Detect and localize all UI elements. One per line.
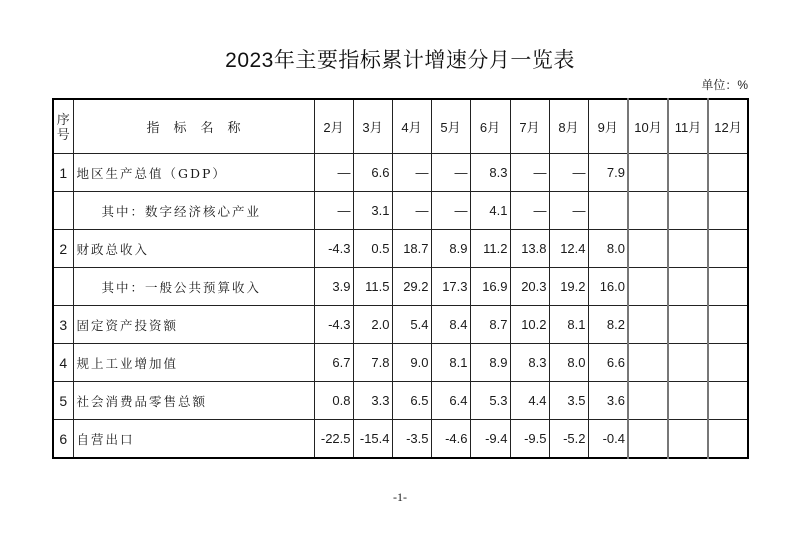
row-value-cell: 9.0 [392, 344, 431, 382]
row-value-cell: 8.3 [510, 344, 549, 382]
row-indicator-name: 其中：数字经济核心产业 [73, 192, 314, 230]
row-value-cell [708, 306, 748, 344]
row-value-cell: 6.5 [392, 382, 431, 420]
row-value-cell: 8.1 [431, 344, 470, 382]
header-month: 4月 [392, 99, 431, 154]
row-value-cell: 11.5 [353, 268, 392, 306]
row-value-cell: 8.7 [470, 306, 510, 344]
row-value-cell: 6.6 [353, 154, 392, 192]
row-value-cell: 8.2 [588, 306, 628, 344]
row-value-cell [628, 382, 668, 420]
row-value-cell [668, 420, 708, 459]
row-value-cell: 7.9 [588, 154, 628, 192]
row-seq: 5 [53, 382, 73, 420]
row-value-cell: -4.6 [431, 420, 470, 459]
row-value-cell [668, 268, 708, 306]
header-month: 8月 [549, 99, 588, 154]
row-value-cell [708, 344, 748, 382]
row-value-cell: — [392, 192, 431, 230]
document-title: 2023年主要指标累计增速分月一览表 [225, 49, 575, 72]
row-value-cell: 8.3 [470, 154, 510, 192]
table-row [53, 230, 748, 268]
row-indicator-name: 地区生产总值（GDP） [73, 154, 314, 192]
row-value-cell: — [431, 192, 470, 230]
row-value-cell: 3.9 [314, 268, 353, 306]
header-month: 10月 [628, 99, 668, 154]
header-month: 2月 [314, 99, 353, 154]
row-value-cell: 8.0 [588, 230, 628, 268]
row-value-cell: 13.8 [510, 230, 549, 268]
header-month: 5月 [431, 99, 470, 154]
row-value-cell: -9.4 [470, 420, 510, 459]
row-value-cell: 8.0 [549, 344, 588, 382]
row-seq: 3 [53, 306, 73, 344]
row-indicator-name: 规上工业增加值 [73, 344, 314, 382]
header-seq: 序号 [53, 99, 73, 154]
row-value-cell: -9.5 [510, 420, 549, 459]
row-indicator-name: 固定资产投资额 [73, 306, 314, 344]
row-value-cell: 6.6 [588, 344, 628, 382]
row-value-cell: 12.4 [549, 230, 588, 268]
header-name: 指标名称 [73, 99, 314, 154]
indicator-table [52, 98, 749, 459]
row-value-cell: 3.1 [353, 192, 392, 230]
table-row [53, 268, 748, 306]
row-seq: 4 [53, 344, 73, 382]
header-month: 11月 [668, 99, 708, 154]
row-value-cell [628, 230, 668, 268]
row-value-cell: -22.5 [314, 420, 353, 459]
row-value-cell: 19.2 [549, 268, 588, 306]
row-seq: 2 [53, 230, 73, 268]
row-value-cell: -5.2 [549, 420, 588, 459]
row-value-cell: 5.3 [470, 382, 510, 420]
row-value-cell: 3.6 [588, 382, 628, 420]
row-value-cell [628, 154, 668, 192]
row-value-cell: 2.0 [353, 306, 392, 344]
row-value-cell: — [314, 154, 353, 192]
row-value-cell: 17.3 [431, 268, 470, 306]
row-value-cell: 4.4 [510, 382, 549, 420]
row-value-cell: -4.3 [314, 230, 353, 268]
row-value-cell [628, 306, 668, 344]
row-value-cell [668, 230, 708, 268]
table-row [53, 344, 748, 382]
row-value-cell [708, 268, 748, 306]
row-value-cell: — [510, 192, 549, 230]
row-value-cell: 11.2 [470, 230, 510, 268]
row-value-cell: 3.5 [549, 382, 588, 420]
row-value-cell [668, 344, 708, 382]
table-row [53, 382, 748, 420]
row-value-cell: -0.4 [588, 420, 628, 459]
row-indicator-name: 财政总收入 [73, 230, 314, 268]
row-value-cell [628, 420, 668, 459]
row-value-cell: 4.1 [470, 192, 510, 230]
row-value-cell: 8.9 [470, 344, 510, 382]
header-month: 3月 [353, 99, 392, 154]
row-value-cell: 0.5 [353, 230, 392, 268]
row-seq: 6 [53, 420, 73, 459]
row-value-cell: 8.4 [431, 306, 470, 344]
row-indicator-name: 其中：一般公共预算收入 [73, 268, 314, 306]
row-value-cell [668, 154, 708, 192]
row-value-cell: 7.8 [353, 344, 392, 382]
row-seq [53, 192, 73, 230]
row-value-cell [628, 268, 668, 306]
header-month: 9月 [588, 99, 628, 154]
row-value-cell: 6.4 [431, 382, 470, 420]
row-value-cell: 3.3 [353, 382, 392, 420]
row-value-cell [668, 306, 708, 344]
row-value-cell [708, 420, 748, 459]
row-value-cell: 20.3 [510, 268, 549, 306]
row-seq [53, 268, 73, 306]
table-row [53, 306, 748, 344]
row-value-cell: -15.4 [353, 420, 392, 459]
row-value-cell [708, 230, 748, 268]
row-indicator-name: 自营出口 [73, 420, 314, 459]
row-value-cell: — [549, 154, 588, 192]
row-value-cell: — [431, 154, 470, 192]
row-value-cell [668, 382, 708, 420]
row-value-cell: — [510, 154, 549, 192]
row-value-cell: 8.9 [431, 230, 470, 268]
table-row [53, 154, 748, 192]
header-row [53, 99, 748, 154]
row-value-cell: — [314, 192, 353, 230]
row-value-cell: 6.7 [314, 344, 353, 382]
row-value-cell [588, 192, 628, 230]
row-value-cell: -4.3 [314, 306, 353, 344]
header-month: 7月 [510, 99, 549, 154]
row-value-cell: 29.2 [392, 268, 431, 306]
row-value-cell: 10.2 [510, 306, 549, 344]
row-value-cell: 18.7 [392, 230, 431, 268]
row-value-cell: 16.9 [470, 268, 510, 306]
row-value-cell [708, 192, 748, 230]
row-indicator-name: 社会消费品零售总额 [73, 382, 314, 420]
row-value-cell [628, 344, 668, 382]
row-value-cell: 16.0 [588, 268, 628, 306]
row-value-cell: 0.8 [314, 382, 353, 420]
row-value-cell [668, 192, 708, 230]
row-value-cell: 8.1 [549, 306, 588, 344]
unit-label: 单位：% [701, 78, 748, 92]
row-value-cell [708, 154, 748, 192]
row-value-cell [628, 192, 668, 230]
row-value-cell: — [549, 192, 588, 230]
row-value-cell: -3.5 [392, 420, 431, 459]
header-month: 6月 [470, 99, 510, 154]
row-value-cell: 5.4 [392, 306, 431, 344]
header-month: 12月 [708, 99, 748, 154]
row-value-cell: — [392, 154, 431, 192]
table-row [53, 420, 748, 459]
row-seq: 1 [53, 154, 73, 192]
page-number: -1- [393, 490, 407, 504]
table-row [53, 192, 748, 230]
row-value-cell [708, 382, 748, 420]
